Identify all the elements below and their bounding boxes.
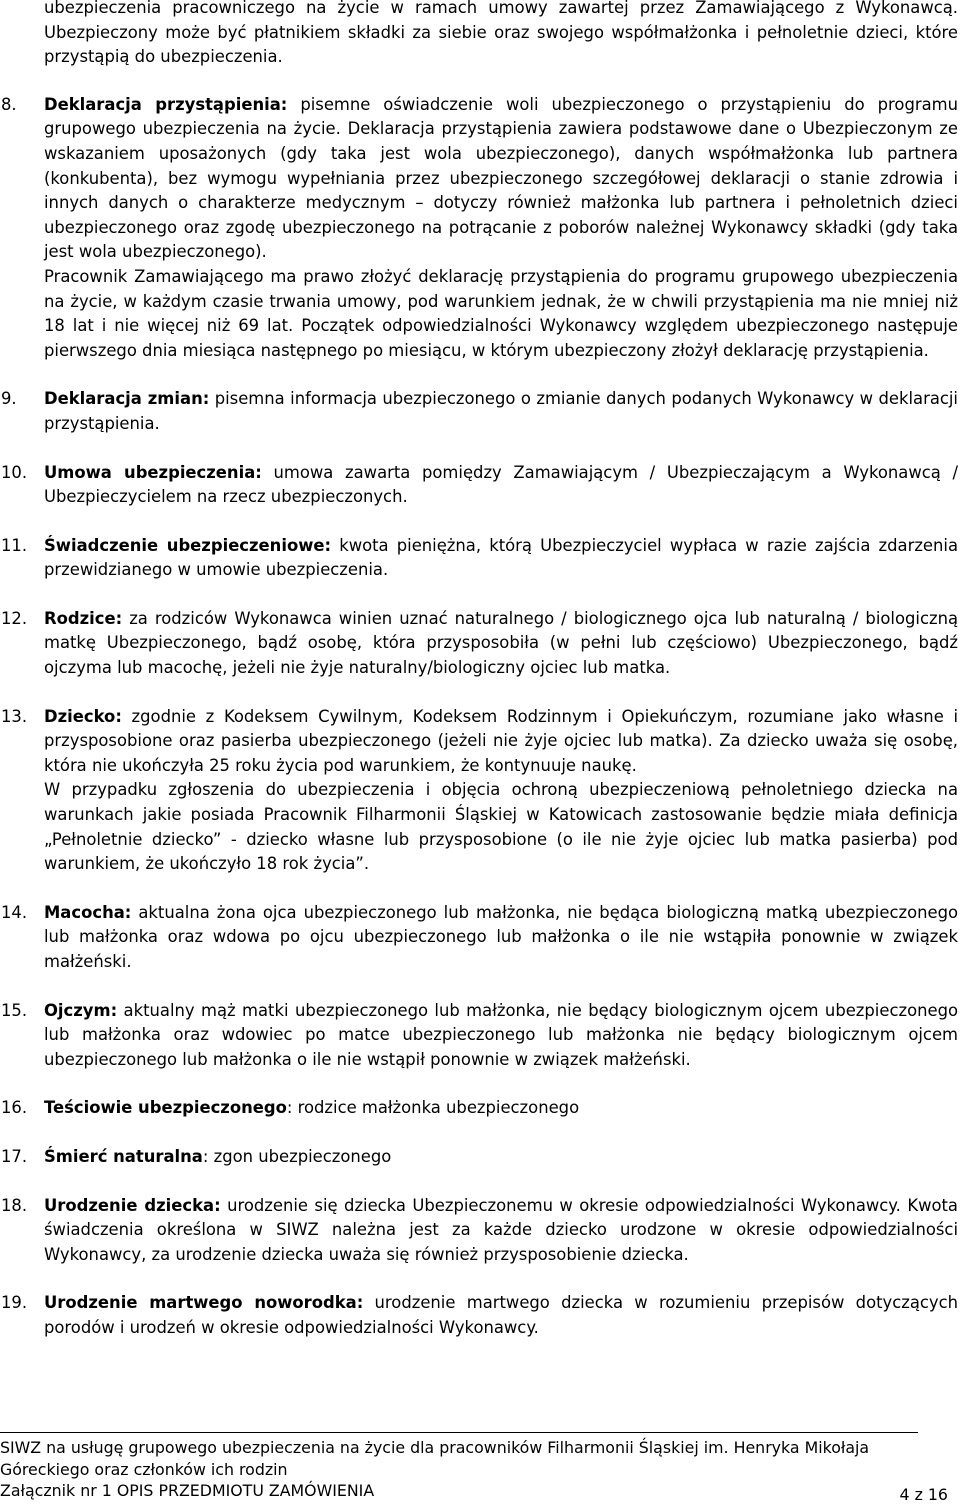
item-paragraph: [44, 1096, 958, 1121]
item-number: 16.: [1, 1098, 28, 1118]
definition-item: [1, 999, 958, 1073]
item-paragraph: [44, 387, 958, 436]
item-term: Umowa ubezpieczenia:: [44, 462, 262, 482]
item-paragraph: [44, 534, 958, 583]
item-number: 13.: [1, 706, 28, 726]
definition-item: [1, 901, 958, 975]
item-term: Świadczenie ubezpieczeniowe:: [44, 535, 332, 555]
item-paragraph: [44, 999, 958, 1073]
item-paragraph: [44, 705, 958, 779]
item-text: aktualny mąż matki ubezpieczonego lub małżonka, nie będący biologicznym ojcem ubezpieczonego lub małżonka oraz wdowiec po matce ubezpieczonego lub małżonka nie będący biologicznym ojcem ubezpieczonego lub małżonka o ile nie wstąpił ponownie w związek małżeński.: [44, 1000, 958, 1069]
page-number: 4 z 16: [899, 1485, 948, 1504]
item-text: kwota pieniężna, którą Ubezpieczyciel wypłaca w razie zajścia zdarzenia przewidzianego w umowie ubezpieczenia.: [44, 535, 958, 580]
item-number: 15.: [1, 1000, 28, 1020]
item-term: Deklaracja zmian:: [44, 389, 210, 409]
item-text: urodzenie się dziecka Ubezpieczonemu w okresie odpowiedzialności Wykonawcy. Kwota świadczenia określona w SIWZ należna jest za każde dziecko urodzone w okresie odpowiedzialności Wykonawcy, za urodzenie dziecka uważa się również przysposobienie dziecka.: [44, 1195, 958, 1264]
item-term: Dziecko:: [44, 706, 122, 726]
item-text: : zgon ubezpieczonego: [202, 1146, 392, 1166]
footer-line-1: SIWZ na usługę grupowego ubezpieczenia na życie dla pracowników Filharmonii Śląskiej im. Henryka Mikołaja: [0, 1438, 870, 1457]
item-number: 8.: [1, 94, 17, 114]
item-text: za rodziców Wykonawca winien uznać naturalnego / biologicznego ojca lub naturalną / biologiczną matkę Ubezpieczonego, bądź osobę, która przysposobiła (w pełni lub częściowo) Ubezpieczonego, bądź ojczyma lub macochę, jeżeli nie żyje naturalny/biologiczny ojciec lub matka.: [44, 608, 958, 678]
item-text: pisemna informacja ubezpieczonego o zmianie danych podanych Wykonawcy w deklaracji przystąpienia.: [44, 389, 958, 433]
item-term: Urodzenie martwego noworodka:: [44, 1293, 364, 1313]
footer-divider: [0, 1432, 918, 1433]
definition-item: [1, 607, 958, 681]
definition-item: [1, 534, 958, 583]
document-body: [1, 0, 958, 1365]
item-term: Teściowie ubezpieczonego: [44, 1098, 287, 1118]
item-paragraph: [44, 1194, 958, 1268]
definition-item: [1, 387, 958, 436]
definition-item: [1, 1194, 958, 1268]
item-number: 14.: [1, 902, 28, 922]
item-term: Deklaracja przystąpienia:: [44, 94, 288, 114]
item-paragraph: [44, 1145, 958, 1170]
item-term: Śmierć naturalna: [44, 1146, 203, 1166]
item-text: umowa zawarta pomiędzy Zamawiającym / Ubezpieczającym a Wykonawcą / Ubezpieczycielem na rzecz ubezpieczonych.: [44, 462, 958, 507]
item-paragraph: [44, 93, 958, 265]
item-text: pisemne oświadczenie woli ubezpieczonego o przystąpieniu do programu grupowego ubezpieczenia na życie. Deklaracja przystąpienia zawiera podstawowe dane o Ubezpieczonym ze wskazaniem uposażonych (gdy taka jest wola ubezpieczonego), danych współmałżonka lub partnera (konkubenta), bez wymogu wypełniania przez ubezpieczonego szczegółowej deklaracji o stanie zdrowia i innych danych o charakterze medycznym – dotyczy również małżonka lub partnera i pełnoletnich dzieci ubezpieczonego oraz zgodę ubezpieczonego na potrącanie z poborów należnej Wykonawcy składki (gdy taka jest wola ubezpieczonego).: [44, 94, 958, 262]
page-footer: [0, 1437, 960, 1502]
item-term: Urodzenie dziecka:: [44, 1195, 221, 1215]
item-number: 19.: [1, 1293, 28, 1313]
item-text: urodzenie martwego dziecka w rozumieniu przepisów dotyczących porodów i urodzeń w okresie odpowiedzialności Wykonawcy.: [44, 1293, 958, 1337]
item-paragraph: [44, 607, 958, 681]
item-paragraph: [44, 901, 958, 975]
intro-paragraph: ubezpieczenia pracowniczego na życie w ramach umowy zawartej przez Zamawiającego z Wykonawcą. Ubezpieczony może być płatnikiem składki za siebie oraz swojego współmałżonka i pełnoletnie dzieci, które przystąpią do ubezpieczenia.: [44, 0, 958, 67]
item-term: Macocha:: [44, 902, 132, 922]
definition-item: [1, 93, 958, 364]
item-number: 10.: [1, 462, 28, 482]
item-number: 18.: [1, 1195, 28, 1215]
definition-item: [1, 1145, 958, 1170]
definition-item: [1, 1096, 958, 1121]
item-text: aktualna żona ojca ubezpieczonego lub małżonka, nie będąca biologiczną matką ubezpieczonego lub małżonka oraz wdowa po ojcu ubezpieczonego lub małżonka o ile nie wstąpiła ponownie w związek małżeński.: [44, 902, 958, 971]
item-number: 9.: [1, 389, 17, 409]
item-paragraph: [44, 461, 958, 510]
footer-line-2: Góreckiego oraz członków ich rodzin: [0, 1459, 288, 1479]
item-number: 12.: [1, 608, 28, 628]
item-term: Rodzice:: [44, 608, 123, 628]
item-extra-paragraph: Pracownik Zamawiającego ma prawo złożyć deklarację przystąpienia do programu grupowego ubezpieczenia na życie, w każdym czasie trwania umowy, pod warunkiem jednak, że w chwili przystąpienia ma nie mniej niż 18 lat i nie więcej niż 69 lat. Początek odpowiedzialności Wykonawcy względem ubezpieczonego następuje pierwszego dnia miesiąca następnego po miesiącu, w którym ubezpieczony złożył deklarację przystąpienia.: [44, 266, 958, 360]
item-text: : rodzice małżonka ubezpieczonego: [286, 1098, 580, 1118]
definition-item: [1, 705, 958, 877]
item-term: Ojczym:: [44, 1000, 118, 1020]
item-extra-paragraph: W przypadku zgłoszenia do ubezpieczenia i objęcia ochroną ubezpieczeniową pełnoletniego dziecka na warunkach jakie posiada Pracownik Filharmonii Śląskiej w Katowicach zastosowanie będzie miała definicja „Pełnoletnie dziecko” - dziecko własne lub przysposobione (o ile nie żyje ojciec lub matka pasierba) pod warunkiem, że ukończyło 18 rok życia”.: [44, 780, 958, 874]
item-paragraph: [44, 1291, 958, 1340]
definition-item: [1, 1291, 958, 1340]
footer-line-3: Załącznik nr 1 OPIS PRZEDMIOTU ZAMÓWIENIA: [0, 1481, 375, 1500]
item-number: 11.: [1, 535, 28, 555]
item-text: zgodnie z Kodeksem Cywilnym, Kodeksem Rodzinnym i Opiekuńczym, rozumiane jako własne i przysposobione oraz pasierba ubezpieczonego (jeżeli nie żyje ojciec lub matka). Za dziecko uważa się osobę, która nie ukończyła 25 roku życia pod warunkiem, że kontynuuje naukę.: [44, 706, 958, 775]
item-number: 17.: [1, 1146, 28, 1166]
definition-item: [1, 461, 958, 510]
